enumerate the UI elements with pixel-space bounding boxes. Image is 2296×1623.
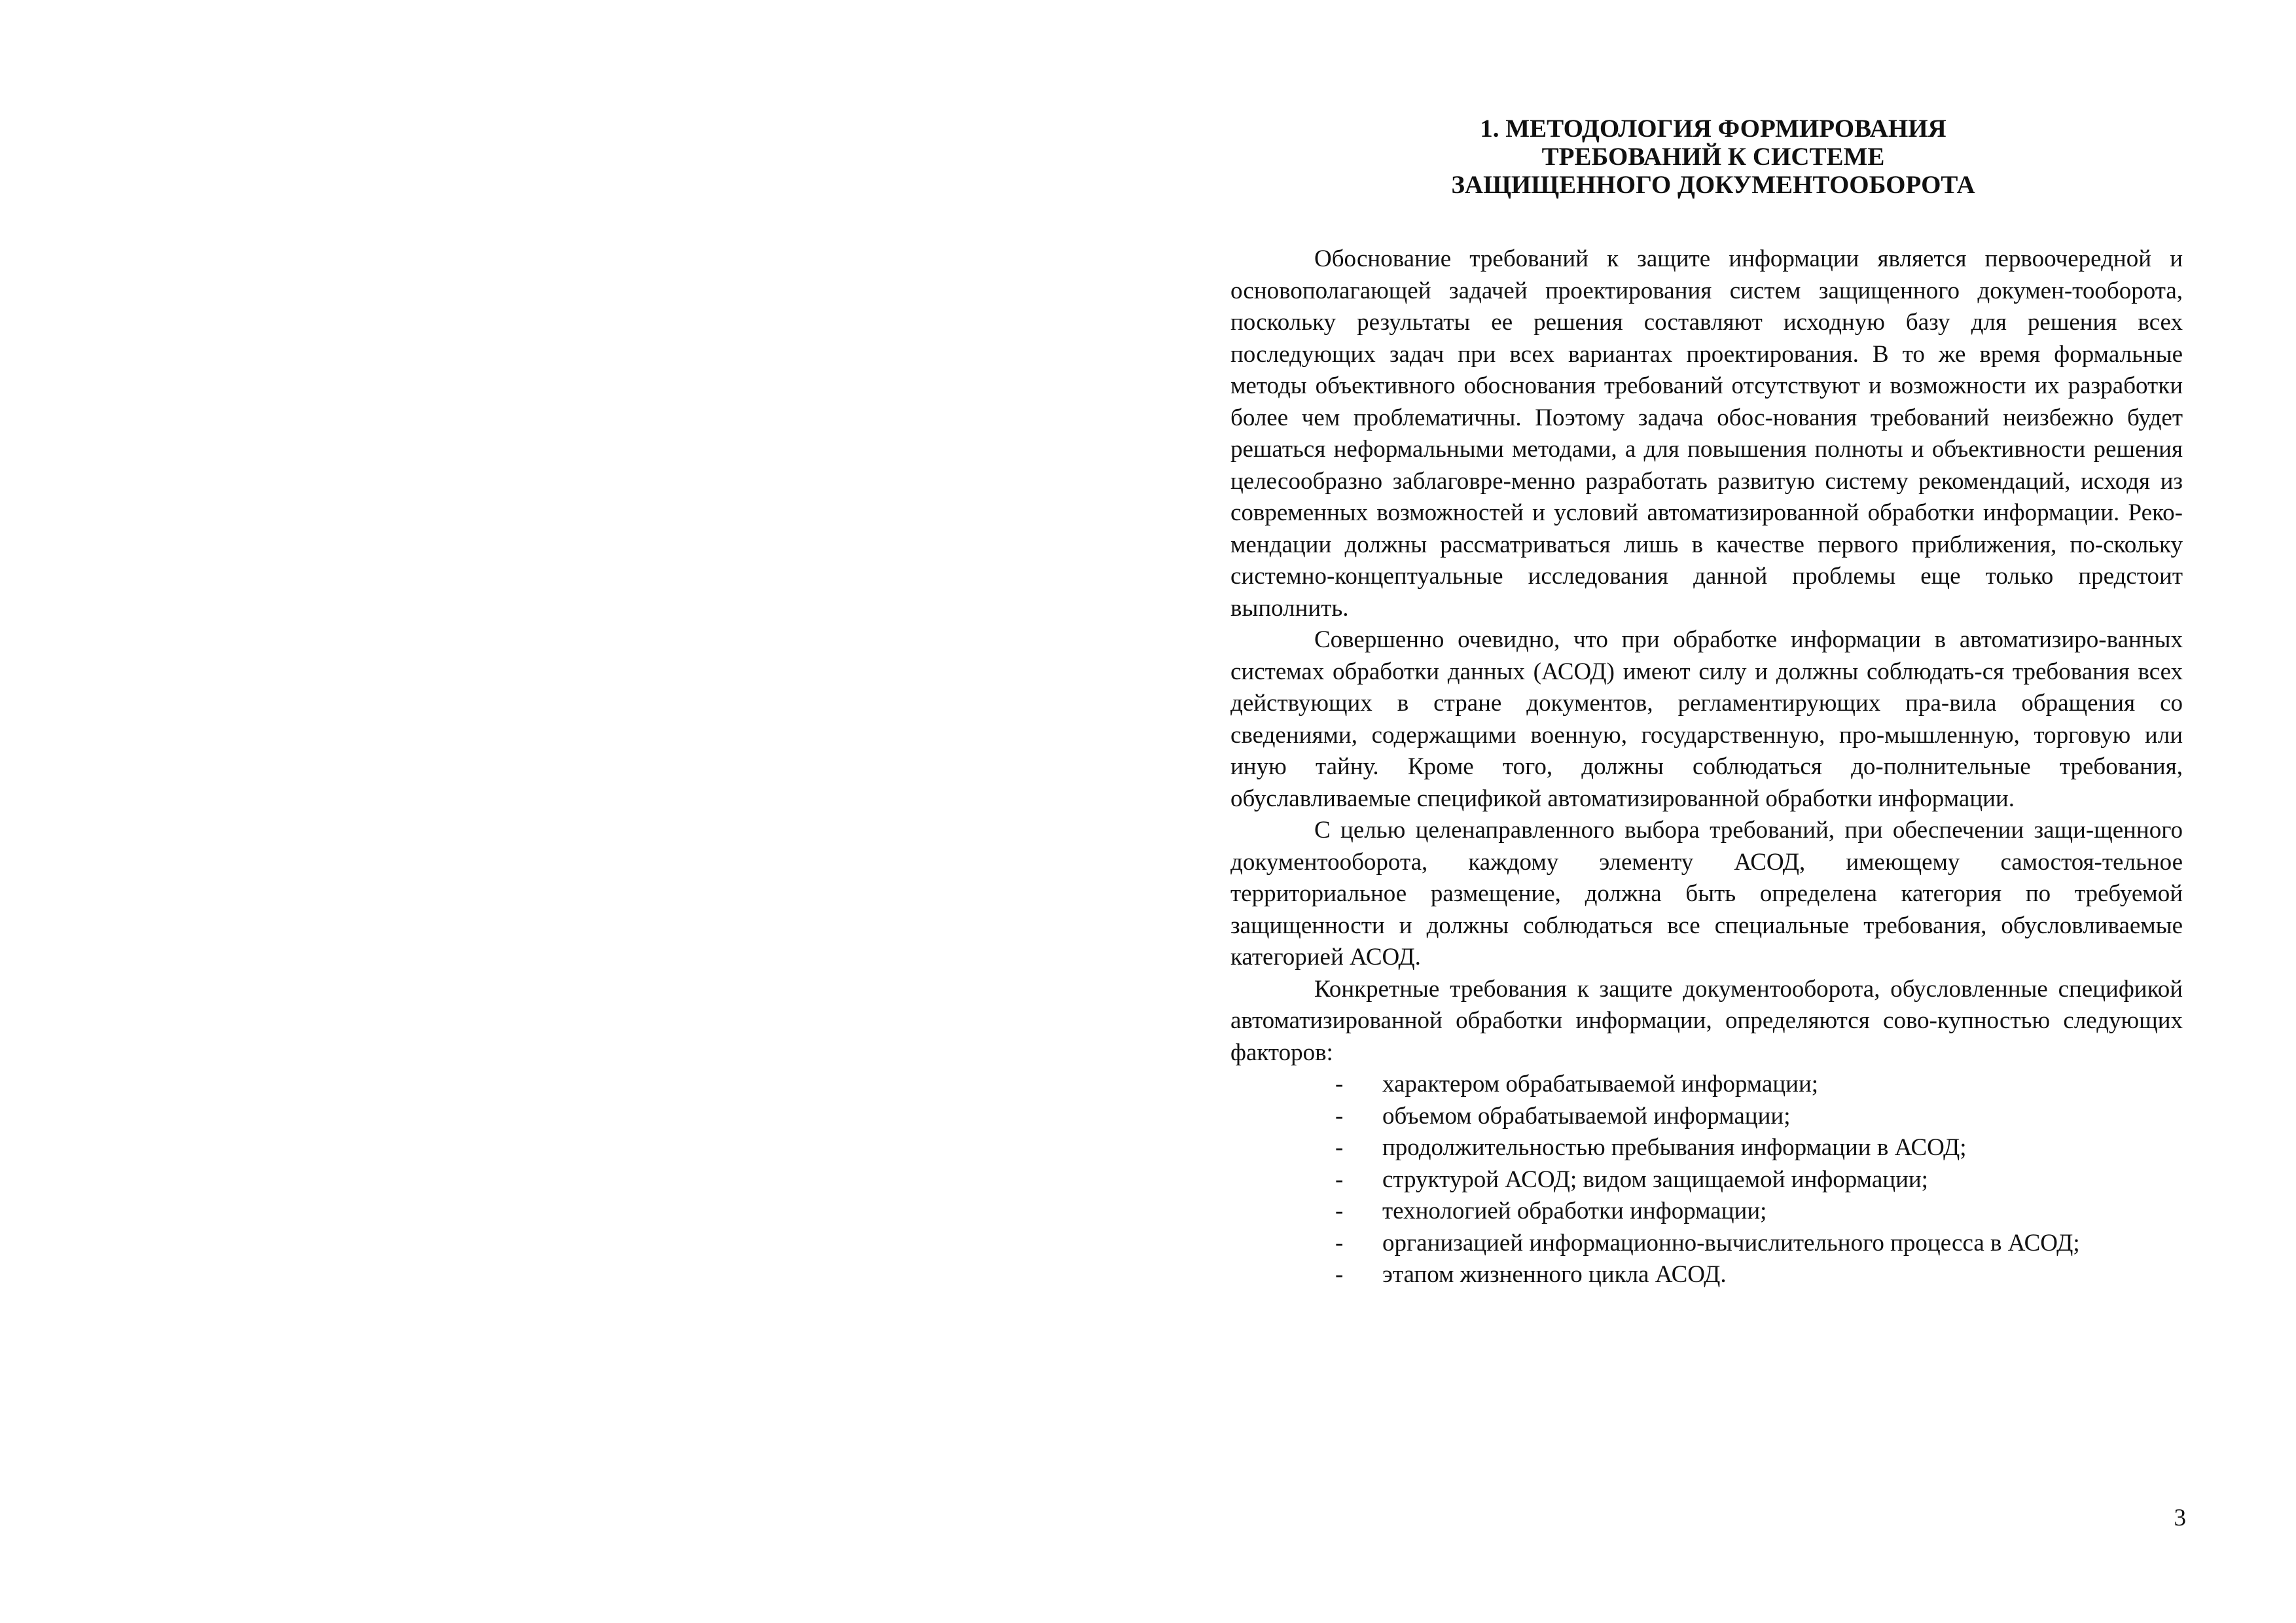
paragraph-1: Обоснование требований к защите информации является первоочередной и основополагающей задачей проектирования систем защищенного докумен-тооборота, поскольку результаты ее решения составляют исходную базу для решения всех последующих задач при всех вариантах проектирования. В то же время формальные методы объективного обоснования требований отсутствуют и возможности их разработки более чем проблематичны. Поэтому задача обос-нования требований неизбежно будет решаться неформальными методами, а для повышения полноты и объективности решения целесообразно заблаговре-менно разработать развитую систему рекомендаций, исходя из современных возможностей и условий автоматизированной обработки информации. Реко-мендации должны рассматриваться лишь в качестве первого приближения, по-скольку системно-концептуальные исследования данной проблемы еще только предстоит выполнить. [1230, 245, 2183, 622]
list-item [1230, 1228, 2183, 1260]
bullet-dash: - [1335, 1134, 1344, 1161]
factors-list [1230, 1069, 2183, 1291]
heading-line-1: 1. МЕТОДОЛОГИЯ ФОРМИРОВАНИЯ [1480, 115, 1946, 143]
paragraph-4: Конкретные требования к защите документооборота, обусловленные спецификой автоматизированной обработки информации, определяются сово-купностью следующих факторов: [1230, 975, 2183, 1066]
list-item [1230, 1132, 2183, 1164]
list-item [1230, 1069, 2183, 1101]
list-item [1230, 1101, 2183, 1133]
list-item-text: этапом жизненного цикла АСОД. [1382, 1261, 1727, 1288]
page-number: 3 [2174, 1505, 2186, 1531]
bullet-dash: - [1335, 1071, 1344, 1097]
list-item-text: структурой АСОД; видом защищаемой информации; [1382, 1166, 1928, 1193]
bullet-dash: - [1335, 1229, 1344, 1257]
list-item [1230, 1259, 2183, 1291]
bullet-dash: - [1335, 1102, 1344, 1130]
list-item [1230, 1196, 2183, 1228]
bullet-dash: - [1335, 1198, 1344, 1224]
paragraph-3: С целью целенаправленного выбора требований, при обеспечении защи-щенного документооборота, каждому элементу АСОД, имеющему самостоя-тельное территориальное размещение, должна быть определена категория по требуемой защищенности и должны соблюдаться все специальные требования, обусловливаемые категорией АСОД. [1230, 817, 2183, 971]
list-item-text: организацией информационно-вычислительного процесса в АСОД; [1382, 1229, 2080, 1257]
document-page [1230, 115, 2183, 1291]
section-heading [1230, 115, 2183, 199]
heading-line-2: ТРЕБОВАНИЙ К СИСТЕМЕ [1541, 143, 1885, 171]
list-item-text: характером обрабатываемой информации; [1382, 1071, 1819, 1097]
list-item-text: объемом обрабатываемой информации; [1382, 1102, 1791, 1130]
list-item-text: технологией обработки информации; [1382, 1198, 1767, 1224]
bullet-dash: - [1335, 1261, 1344, 1288]
list-item-text: продолжительностью пребывания информации в АСОД; [1382, 1134, 1967, 1161]
list-item [1230, 1164, 2183, 1196]
bullet-dash: - [1335, 1166, 1344, 1193]
paragraph-2: Совершенно очевидно, что при обработке информации в автоматизиро-ванных системах обработки данных (АСОД) имеют силу и должны соблюдать-ся требования всех действующих в стране документов, регламентирующих пра-вила обращения со сведениями, содержащими военную, государственную, про-мышленную, торговую или иную тайну. Кроме того, должны соблюдаться до-полнительные требования, обуславливаемые спецификой автоматизированной обработки информации. [1230, 626, 2183, 812]
heading-line-3: ЗАЩИЩЕННОГО ДОКУМЕНТООБОРОТА [1451, 171, 1975, 199]
